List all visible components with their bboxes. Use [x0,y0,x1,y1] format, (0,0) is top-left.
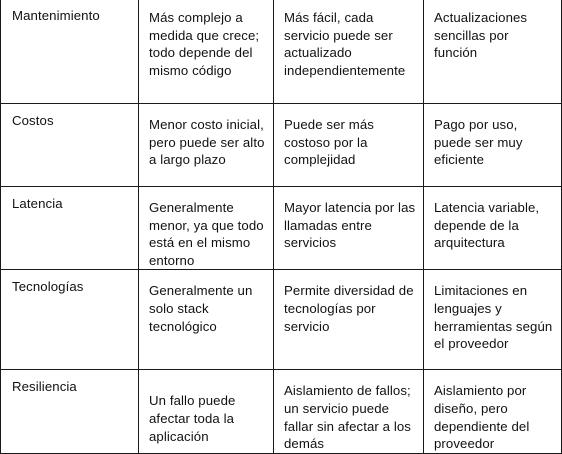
cell-text: Aislamiento de fallos; un servicio puede fallar sin afectar a los demás [284,383,412,452]
row-label-cell [1,270,139,370]
table-cell [139,104,274,187]
table-cell [424,270,562,370]
table-cell [274,370,424,454]
cell-text: Mayor latencia por las llamadas entre servicios [284,200,416,251]
table-cell [139,370,274,454]
cell-text: Permite diversidad de tecnologías por servicio [284,283,414,334]
cell-text: Pago por uso, puede ser muy eficiente [434,117,523,168]
row-label: Latencia [12,196,63,211]
cell-text: Puede ser más costoso por la complejidad [284,117,374,168]
table-cell [424,104,562,187]
table-cell [274,104,424,187]
cell-text: Más complejo a medida que crece; todo depende del mismo código [149,10,260,78]
row-label: Costos [12,113,54,128]
table-cell [424,0,562,104]
cell-text: Generalmente un solo stack tecnológico [149,283,253,334]
row-label: Resiliencia [12,379,77,395]
cell-text: Generalmente menor, ya que todo está en el mismo entorno [149,200,264,268]
row-label-cell [1,0,139,104]
cell-text: Menor costo inicial, pero puede ser alto a largo plazo [149,117,265,168]
table-cell [139,0,274,104]
row-label: Mantenimiento [12,8,100,23]
row-label: Tecnologías [12,279,84,295]
table-row-costos [1,104,562,187]
cell-text: Más fácil, cada servicio puede ser actualizado independientemente [284,10,406,78]
cell-text: Actualizaciones sencillas por función [434,10,528,61]
table-cell [274,270,424,370]
table-cell [424,187,562,270]
table-row-resiliencia [1,370,562,454]
table-cell [274,0,424,104]
table-row-tecnologias [1,270,562,370]
row-label-cell [1,187,139,270]
cell-text: Un fallo puede afectar toda la aplicación [149,393,236,444]
cell-text: Limitaciones en lenguajes y herramientas según el proveedor [434,283,553,352]
cell-text: Latencia variable, depende de la arquitectura [434,200,540,251]
cell-text: Aislamiento por diseño, pero dependiente del proveedor [434,383,530,452]
table-cell [274,187,424,270]
table-cell [424,370,562,454]
table-cell [139,187,274,270]
row-label-cell [1,104,139,187]
row-label-cell [1,370,139,454]
table-row-mantenimiento [1,0,562,104]
table-row-latencia [1,187,562,270]
table-cell [139,270,274,370]
